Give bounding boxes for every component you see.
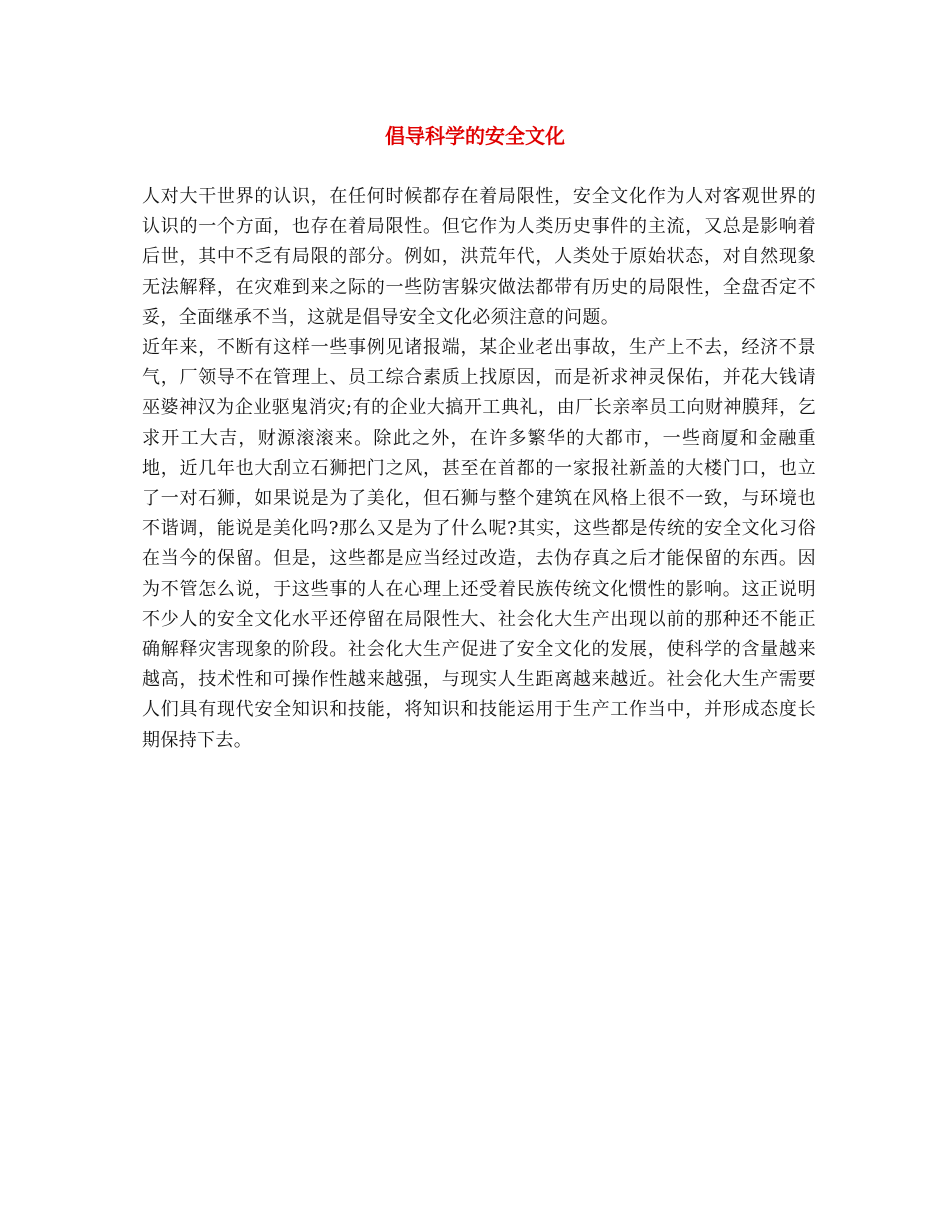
paragraph-2: 近年来，不断有这样一些事例见诸报端，某企业老出事故，生产上不去，经济不景气，厂领导不在管理上、员工综合素质上找原因，而是祈求神灵保佑，并花大钱请巫婆神汉为企业驱鬼消灾;有的企业大搞开工典礼，由厂长亲率员工向财神膜拜，乞求开工大吉，财源滚滚来。除此之外，在许多繁华的大都市，一些商厦和金融重地，近几年也大刮立石狮把门之风，甚至在首都的一家报社新盖的大楼门口，也立了一对石狮，如果说是为了美化，但石狮与整个建筑在风格上很不一致，与环境也不谐调，能说是美化吗?那么又是为了什么呢?其实，这些都是传统的安全文化习俗在当今的保留。但是，这些都是应当经过改造，去伪存真之后才能保留的东西。因为不管怎么说，于这些事的人在心理上还受着民族传统文化惯性的影响。这正说明不少人的安全文化水平还停留在局限性大、社会化大生产出现以前的那种还不能正确解释灾害现象的阶段。社会化大生产促进了安全文化的发展，使科学的含量越来越高，技术性和可操作性越来越强，与现实人生距离越来越近。社会化大生产需要人们具有现代安全知识和技能，将知识和技能运用于生产工作当中，并形成态度长期保持下去。	[142, 337, 816, 751]
document-title: 倡导科学的安全文化	[385, 124, 565, 148]
paragraph-1: 人对大干世界的认识，在任何时候都存在着局限性，安全文化作为人对客观世界的认识的一个方面，也存在着局限性。但它作为人类历史事件的主流，又总是影响着后世，其中不乏有局限的部分。例如，洪荒年代，人类处于原始状态，对自然现象无法解释，在灾难到来之际的一些防害躲灾做法都带有历史的局限性，全盘否定不妥，全面继承不当，这就是倡导安全文化必须注意的问题。	[142, 186, 816, 328]
document-body	[142, 182, 816, 756]
